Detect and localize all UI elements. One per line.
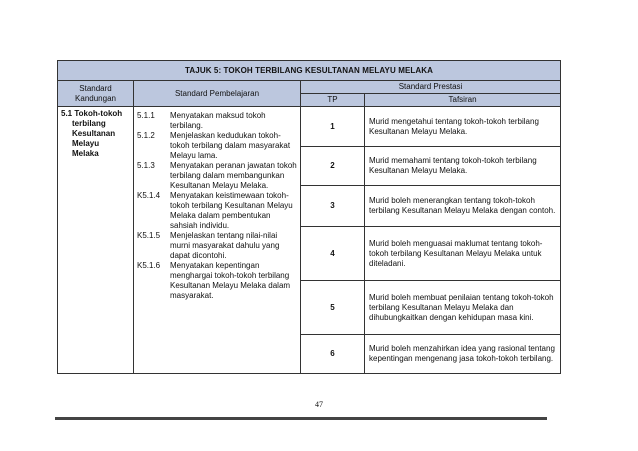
pembelajaran-code: 5.1.1 [137,111,155,120]
pembelajaran-item [137,261,298,301]
bottom-divider [55,417,547,420]
pembelajaran-text: Menyatakan kepentingan menghargai tokoh-tokoh terbilang Kesultanan Melayu Melaka dalam masyarakat. [170,261,291,300]
tafsiran-text: Murid memahami tentang tokoh-tokoh terbilang Kesultanan Melayu Melaka. [365,147,561,186]
pembelajaran-item [137,131,298,161]
tp-level: 3 [301,186,365,227]
pembelajaran-item [137,191,298,231]
tp-level: 5 [301,281,365,335]
header-standard-kandungan [58,81,134,107]
kandungan-line: terbilang [72,119,106,128]
kandungan-line: 5.1 Tokoh-tokoh [61,109,123,118]
pembelajaran-text: Menyatakan peranan jawatan tokoh terbilang dalam membangunkan Kesultanan Melayu Melaka. [170,161,297,190]
pembelajaran-item [137,161,298,191]
standard-pembelajaran-cell [134,107,301,374]
header-standard-kandungan-line1: Standard [79,83,112,93]
pembelajaran-item [137,231,298,261]
pembelajaran-code: K5.1.5 [137,231,161,240]
header-standard-kandungan-line2: Kandungan [75,93,116,103]
standard-kandungan-cell [58,107,134,374]
tp-level: 1 [301,107,365,147]
pembelajaran-text: Menyatakan maksud tokoh terbilang. [170,111,266,130]
curriculum-table [57,60,561,374]
tafsiran-text: Murid boleh menzahirkan idea yang rasional tentang kepentingan mengenang jasa tokoh-tokoh terbilang. [365,335,561,374]
tafsiran-text: Murid boleh membuat penilaian tentang tokoh-tokoh terbilang Kesultanan Melayu Melaka dan dihubungkaitkan dengan kehidupan masa kini. [365,281,561,335]
tafsiran-text: Murid mengetahui tentang tokoh-tokoh terbilang Kesultanan Melayu Melaka. [365,107,561,147]
header-tafsiran: Tafsiran [365,94,561,107]
page-number: 47 [315,400,323,409]
tp-level: 2 [301,147,365,186]
pembelajaran-text: Menjelaskan tentang nilai-nilai murni masyarakat dahulu yang dapat dicontohi. [170,231,280,260]
pembelajaran-code: 5.1.2 [137,131,155,140]
table-title: TAJUK 5: TOKOH TERBILANG KESULTANAN MELAYU MELAKA [58,61,561,81]
pembelajaran-item [137,111,298,131]
tafsiran-text: Murid boleh menguasai maklumat tentang tokoh-tokoh terbilang Kesultanan Melayu Melaka untuk diteladani. [365,227,561,281]
pembelajaran-code: K5.1.4 [137,191,161,200]
kandungan-line: Kesultanan [72,129,116,138]
pembelajaran-code: 5.1.3 [137,161,155,170]
header-tp: TP [301,94,365,107]
pembelajaran-code: K5.1.6 [137,261,161,270]
header-standard-pembelajaran: Standard Pembelajaran [134,81,301,107]
pembelajaran-text: Menyatakan keistimewaan tokoh-tokoh terbilang Kesultanan Melayu Melaka dalam pembentukan sahsiah individu. [170,191,293,230]
tafsiran-text: Murid boleh menerangkan tentang tokoh-tokoh terbilang Kesultanan Melayu Melaka dengan contoh. [365,186,561,227]
tp-level: 6 [301,335,365,374]
kandungan-line: Melayu [72,139,100,148]
kandungan-line: Melaka [72,149,99,158]
header-standard-prestasi: Standard Prestasi [301,81,561,94]
tp-level: 4 [301,227,365,281]
pembelajaran-text: Menjelaskan kedudukan tokoh-tokoh terbilang dalam masyarakat Melayu lama. [170,131,291,160]
